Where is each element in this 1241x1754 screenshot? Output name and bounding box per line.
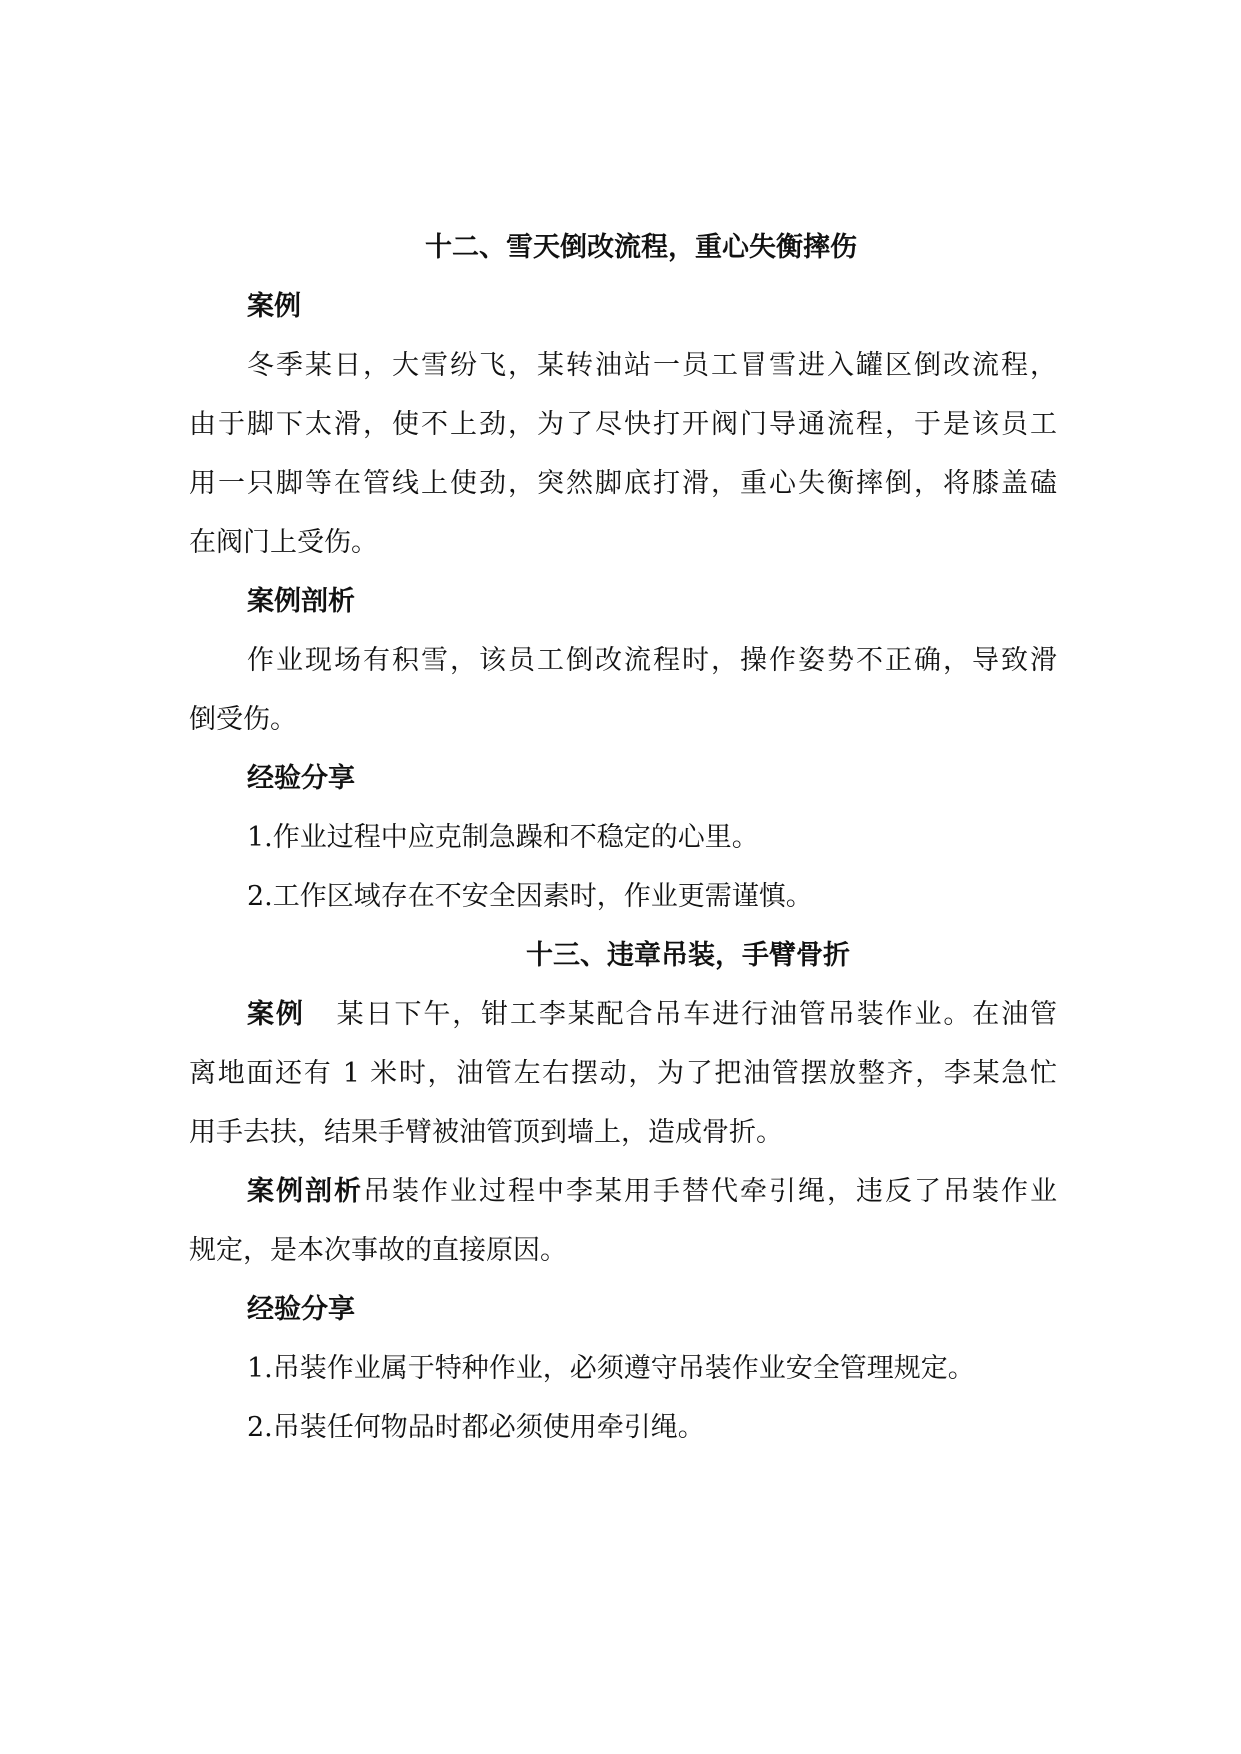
section-12-case-line: 用一只脚等在管线上使劲，突然脚底打滑，重心失衡摔倒，将膝盖磕 (189, 468, 1057, 499)
section-13-analysis-line: 规定，是本次事故的直接原因。 (189, 1235, 567, 1266)
section-13-case-line: 某日下午，钳工李某配合吊车进行油管吊装作业。在油管 (334, 999, 1058, 1030)
section-13-case-paragraph-first-line (189, 985, 1057, 1044)
section-13-title: 十三、违章吊装，手臂骨折 (526, 940, 850, 971)
section-12-experience-item: 2.工作区域存在不安全因素时，作业更需谨慎。 (247, 881, 813, 912)
section-13-experience-item: 1.吊装作业属于特种作业，必须遵守吊装作业安全管理规定。 (247, 1353, 975, 1384)
section-12-case-line: 由于脚下太滑，使不上劲，为了尽快打开阀门导通流程，于是该员工 (189, 409, 1057, 440)
document-content (189, 218, 1057, 1457)
section-13-analysis-heading: 案例剖析 (247, 1176, 363, 1207)
section-12-experience-item: 1.作业过程中应克制急躁和不稳定的心里。 (247, 822, 759, 853)
section-13-case-line: 用手去扶，结果手臂被油管顶到墙上，造成骨折。 (189, 1117, 783, 1148)
section-13-case-heading: 案例 (247, 999, 305, 1030)
section-12-title: 十二、雪天倒改流程，重心失衡摔伤 (425, 232, 857, 263)
section-13-experience-heading: 经验分享 (247, 1294, 355, 1325)
section-12-analysis-line: 倒受伤。 (189, 704, 297, 735)
section-13-case-line: 离地面还有 1 米时，油管左右摆动，为了把油管摆放整齐，李某急忙 (189, 1058, 1057, 1089)
section-13-analysis-paragraph-first-line (189, 1162, 1057, 1221)
section-12-case-heading: 案例 (247, 291, 301, 322)
section-13-experience-item: 2.吊装任何物品时都必须使用牵引绳。 (247, 1412, 705, 1443)
section-12-analysis-heading: 案例剖析 (247, 586, 355, 617)
section-12-case-line: 在阀门上受伤。 (189, 527, 378, 558)
section-13-analysis-line: 吊装作业过程中李某用手替代牵引绳，违反了吊装作业 (363, 1176, 1057, 1207)
section-12-analysis-line: 作业现场有积雪，该员工倒改流程时，操作姿势不正确，导致滑 (247, 645, 1057, 676)
section-12-case-line: 冬季某日，大雪纷飞，某转油站一员工冒雪进入罐区倒改流程， (247, 350, 1057, 381)
section-12-experience-heading: 经验分享 (247, 763, 355, 794)
